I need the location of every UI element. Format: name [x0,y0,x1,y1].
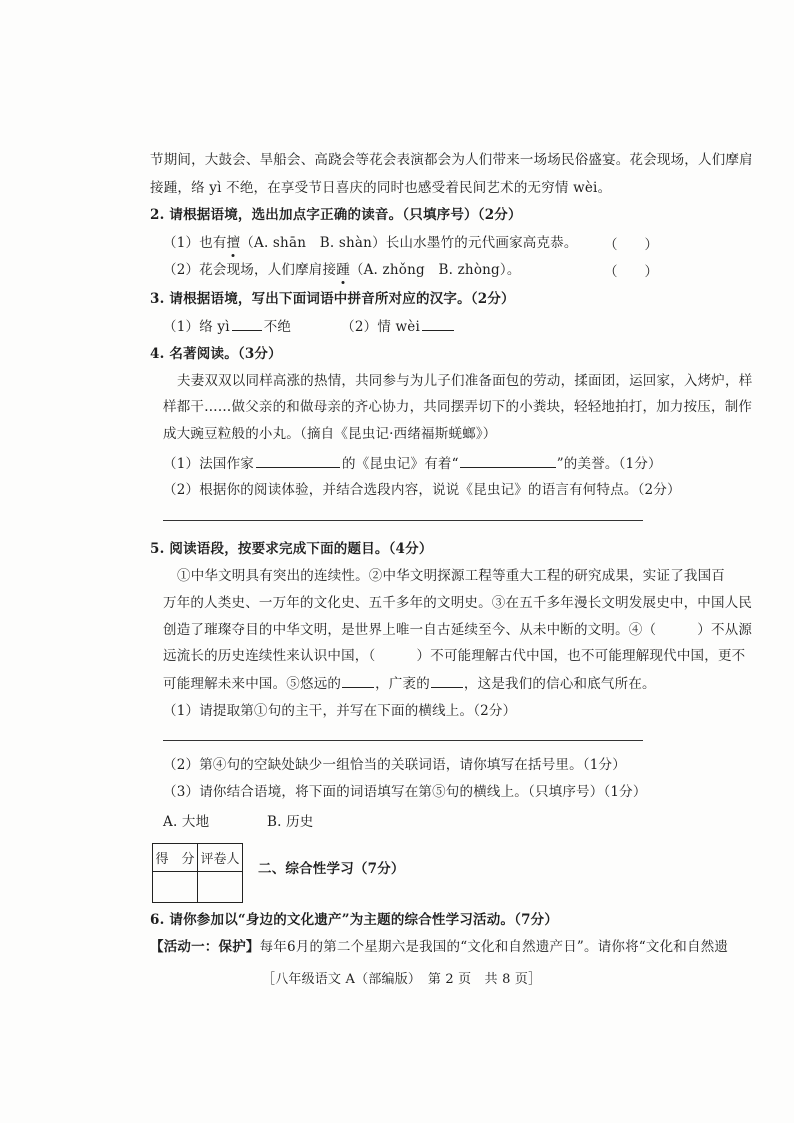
grader-label: 评卷人 [198,844,243,872]
q5-sub-2: （2）第④句的空缺处缺少一组恰当的关联词语，请你填写在括号里。（1分） [163,757,626,773]
q5-passage-line-3: 创造了璀璨夺目的中华文明，是世界上唯一自古延续至今、从未中断的文明。④（ ）不从源 [163,622,753,638]
score-label: 得 分 [153,844,198,872]
q5-passage-line-1: ①中华文明具有突出的连续性。②中华文明探源工程等重大工程的研究成果，实证了我国百 [177,568,725,584]
q4-passage-line-1: 夫妻双双以同样高涨的热情，共同参与为儿子们准备面包的劳动，揉面团，运回家，入烤炉，样 [177,373,753,389]
q4-sub-1: （1）法国作家 的《昆虫记》有着“ ”的美誉。（1分） [163,453,662,474]
section-2-title: 二、综合性学习（7分） [258,861,405,877]
q2-item-2: （2）花会现场，人们摩肩接踵（A. zhǒng B. zhòng）。 [163,262,521,278]
q4-title: 4. 名著阅读。（3分） [150,346,282,362]
q6-activity-1: 【活动一：保护】每年6月的第二个星期六是我国的“文化和自然遗产日”。请你将“文化和自然遗 [150,939,729,955]
intro-line-1: 节期间，大鼓会、旱船会、高跷会等花会表演都会为人们带来一场场民俗盛宴。花会现场，人们摩肩 [150,152,753,168]
q4-author-blank[interactable] [256,453,340,468]
q5-blank-2[interactable] [431,673,463,688]
q5-sub-1: （1）请提取第①句的主干，并写在下面的横线上。（2分） [163,703,517,719]
score-table [152,843,243,903]
q5-passage-line-5: 可能理解未来中国。⑤悠远的 ，广袤的 ，这是我们的信心和底气所在。 [163,673,656,694]
q3-blank-1[interactable] [232,316,262,331]
q4-reputation-blank[interactable] [460,453,556,468]
q4-sub-2: （2）根据你的阅读体验，并结合选段内容，说说《昆虫记》的语言有何特点。（2分） [163,482,681,498]
q5-option-b: B. 历史 [267,814,314,830]
q2-answer-paren-1[interactable]: （ ） [604,237,658,253]
q2-title: 2. 请根据语境，选出加点字正确的读音。（只填序号）（2分） [150,207,522,223]
q2-dotted-char-2: 踵 [336,262,350,278]
q5-option-a: A. 大地 [163,814,210,830]
intro-line-2: 接踵，络 yì 不绝，在享受节日喜庆的同时也感受着民间艺术的无穷情 wèi。 [150,180,612,196]
activity-label: 【活动一：保护】 [150,939,260,955]
page-footer: ［八年级语文 A（部编版） 第 2 页 共 8 页］ [262,972,542,987]
q2-answer-paren-2[interactable]: （ ） [604,264,658,280]
q5-answer-line[interactable] [163,740,643,741]
q5-blank-1[interactable] [342,673,374,688]
q2-dotted-char-1: 擅 [226,235,241,251]
q5-sub-3: （3）请你结合语境，将下面的词语填写在第⑤句的横线上。（只填序号）（1分） [163,784,647,800]
q5-passage-line-2: 万年的人类史、一万年的文化史、五千多年的文明史。③在五千多年漫长文明发展史中，中国人民 [163,595,753,611]
q3-title: 3. 请根据语境，写出下面词语中拼音所对应的汉字。（2分） [150,291,515,307]
q6-title: 6. 请你参加以“身边的文化遗产”为主题的综合性学习活动。（7分） [150,912,559,928]
q4-passage-line-3: 成大豌豆粒般的小丸。（摘自《昆虫记·西绪福斯蜣螂》） [163,426,497,442]
q3-items: （1）络 yì 不绝 （2）情 wèi [163,316,454,337]
q5-passage-line-4: 远流长的历史连续性来认识中国，（ ）不可能理解古代中国，也不可能理解现代中国，更不 [163,648,746,664]
score-cell[interactable] [153,872,198,903]
q2-item-1: （1）也有擅（A. shān B. shàn）长山水墨竹的元代画家高克恭。 [163,235,578,251]
q4-answer-line[interactable] [163,520,643,521]
q4-passage-line-2: 样都干……做父亲的和做母亲的齐心协力，共同摆弄切下的小粪块，轻轻地拍打，加力按压，制作 [163,399,753,415]
q3-blank-2[interactable] [422,316,454,331]
q5-title: 5. 阅读语段，按要求完成下面的题目。（4分） [150,541,433,557]
grader-cell[interactable] [198,872,243,903]
